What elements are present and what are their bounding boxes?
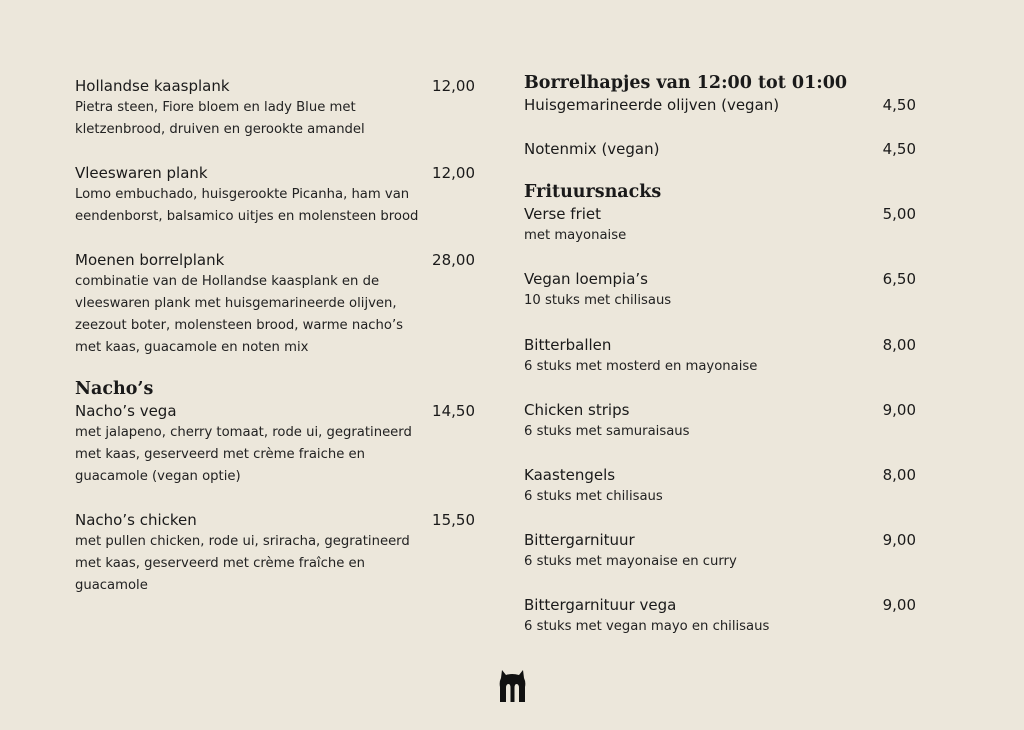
item-name: Vleeswaren plank bbox=[75, 164, 208, 182]
item-name: Huisgemarineerde olijven (vegan) bbox=[524, 96, 780, 114]
item-price: 12,00 bbox=[432, 77, 475, 95]
item-description-line: Pietra steen, Fiore bloem en lady Blue met bbox=[75, 100, 356, 115]
item-description-line: met kaas, geserveerd met crème fraîche en bbox=[75, 556, 365, 571]
item-description-line: Lomo embuchado, huisgerookte Picanha, ham van bbox=[75, 187, 410, 202]
item-name: Chicken strips bbox=[524, 401, 630, 419]
item-name: Verse friet bbox=[524, 205, 602, 223]
item-name: Hollandse kaasplank bbox=[75, 77, 230, 95]
menu-item-huisgemarineerde-olijven bbox=[524, 94, 916, 116]
section-title-borrelhapjes: Borrelhapjes van 12:00 tot 01:00 bbox=[524, 73, 848, 93]
item-price: 9,00 bbox=[882, 531, 916, 549]
item-description-line: combinatie van de Hollandse kaasplank en de bbox=[75, 274, 380, 289]
item-name: Notenmix (vegan) bbox=[524, 140, 660, 158]
item-name: Moenen borrelplank bbox=[75, 251, 225, 269]
menu-item-bittergarnituur-vega bbox=[524, 594, 916, 638]
menu-item-moenen-borrelplank bbox=[75, 249, 475, 359]
item-name: Nacho’s chicken bbox=[75, 511, 197, 529]
item-description-line: 6 stuks met chilisaus bbox=[524, 489, 663, 504]
moenen-logo-icon bbox=[499, 669, 526, 703]
menu-item-nachos-vega bbox=[75, 400, 475, 488]
item-name: Nacho’s vega bbox=[75, 402, 177, 420]
item-description-line: guacamole bbox=[75, 578, 148, 593]
item-name: Bittergarnituur vega bbox=[524, 596, 677, 614]
item-name: Bittergarnituur bbox=[524, 531, 635, 549]
menu-item-vegan-loempias bbox=[524, 268, 916, 312]
menu-item-vleeswaren-plank bbox=[75, 162, 475, 228]
menu-item-nachos-chicken bbox=[75, 509, 475, 597]
section-title-nachos: Nacho’s bbox=[75, 379, 154, 399]
item-description-line: met jalapeno, cherry tomaat, rode ui, gegratineerd bbox=[75, 425, 412, 440]
item-description-line: guacamole (vegan optie) bbox=[75, 469, 241, 484]
menu-item-bittergarnituur bbox=[524, 529, 916, 573]
item-description-line: met mayonaise bbox=[524, 228, 627, 243]
item-price: 8,00 bbox=[882, 466, 916, 484]
item-description-line: kletzenbrood, druiven en gerookte amandel bbox=[75, 122, 365, 137]
item-name: Kaastengels bbox=[524, 466, 616, 484]
section-title-frituursnacks: Frituursnacks bbox=[524, 182, 662, 202]
menu-item-kaastengels bbox=[524, 464, 916, 508]
menu-item-notenmix bbox=[524, 138, 916, 160]
item-price: 9,00 bbox=[882, 401, 916, 419]
item-description-line: 6 stuks met mayonaise en curry bbox=[524, 554, 737, 569]
item-price: 4,50 bbox=[882, 140, 916, 158]
item-price: 8,00 bbox=[882, 336, 916, 354]
item-description-line: 10 stuks met chilisaus bbox=[524, 293, 672, 308]
item-price: 9,00 bbox=[882, 596, 916, 614]
item-description-line: met kaas, geserveerd met crème fraiche en bbox=[75, 447, 365, 462]
item-description-line: met pullen chicken, rode ui, sriracha, gegratineerd bbox=[75, 534, 410, 549]
item-description-line: met kaas, guacamole en noten mix bbox=[75, 340, 309, 355]
menu-item-bitterballen bbox=[524, 334, 916, 378]
item-description-line: eendenborst, balsamico uitjes en molensteen brood bbox=[75, 209, 419, 224]
item-name: Vegan loempia’s bbox=[524, 270, 648, 288]
item-description-line: vleeswaren plank met huisgemarineerde olijven, bbox=[75, 296, 397, 311]
item-price: 12,00 bbox=[432, 164, 475, 182]
item-description-line: 6 stuks met mosterd en mayonaise bbox=[524, 359, 758, 374]
menu-item-verse-friet bbox=[524, 203, 916, 247]
item-price: 6,50 bbox=[882, 270, 916, 288]
menu-item-hollandse-kaasplank bbox=[75, 75, 475, 141]
item-price: 5,00 bbox=[882, 205, 916, 223]
item-price: 4,50 bbox=[882, 96, 916, 114]
item-description-line: 6 stuks met vegan mayo en chilisaus bbox=[524, 619, 770, 634]
item-description-line: 6 stuks met samuraisaus bbox=[524, 424, 690, 439]
item-name: Bitterballen bbox=[524, 336, 612, 354]
item-price: 28,00 bbox=[432, 251, 475, 269]
menu-item-chicken-strips bbox=[524, 399, 916, 443]
item-description-line: zeezout boter, molensteen brood, warme nacho’s bbox=[75, 318, 404, 333]
item-price: 14,50 bbox=[432, 402, 475, 420]
item-price: 15,50 bbox=[432, 511, 475, 529]
